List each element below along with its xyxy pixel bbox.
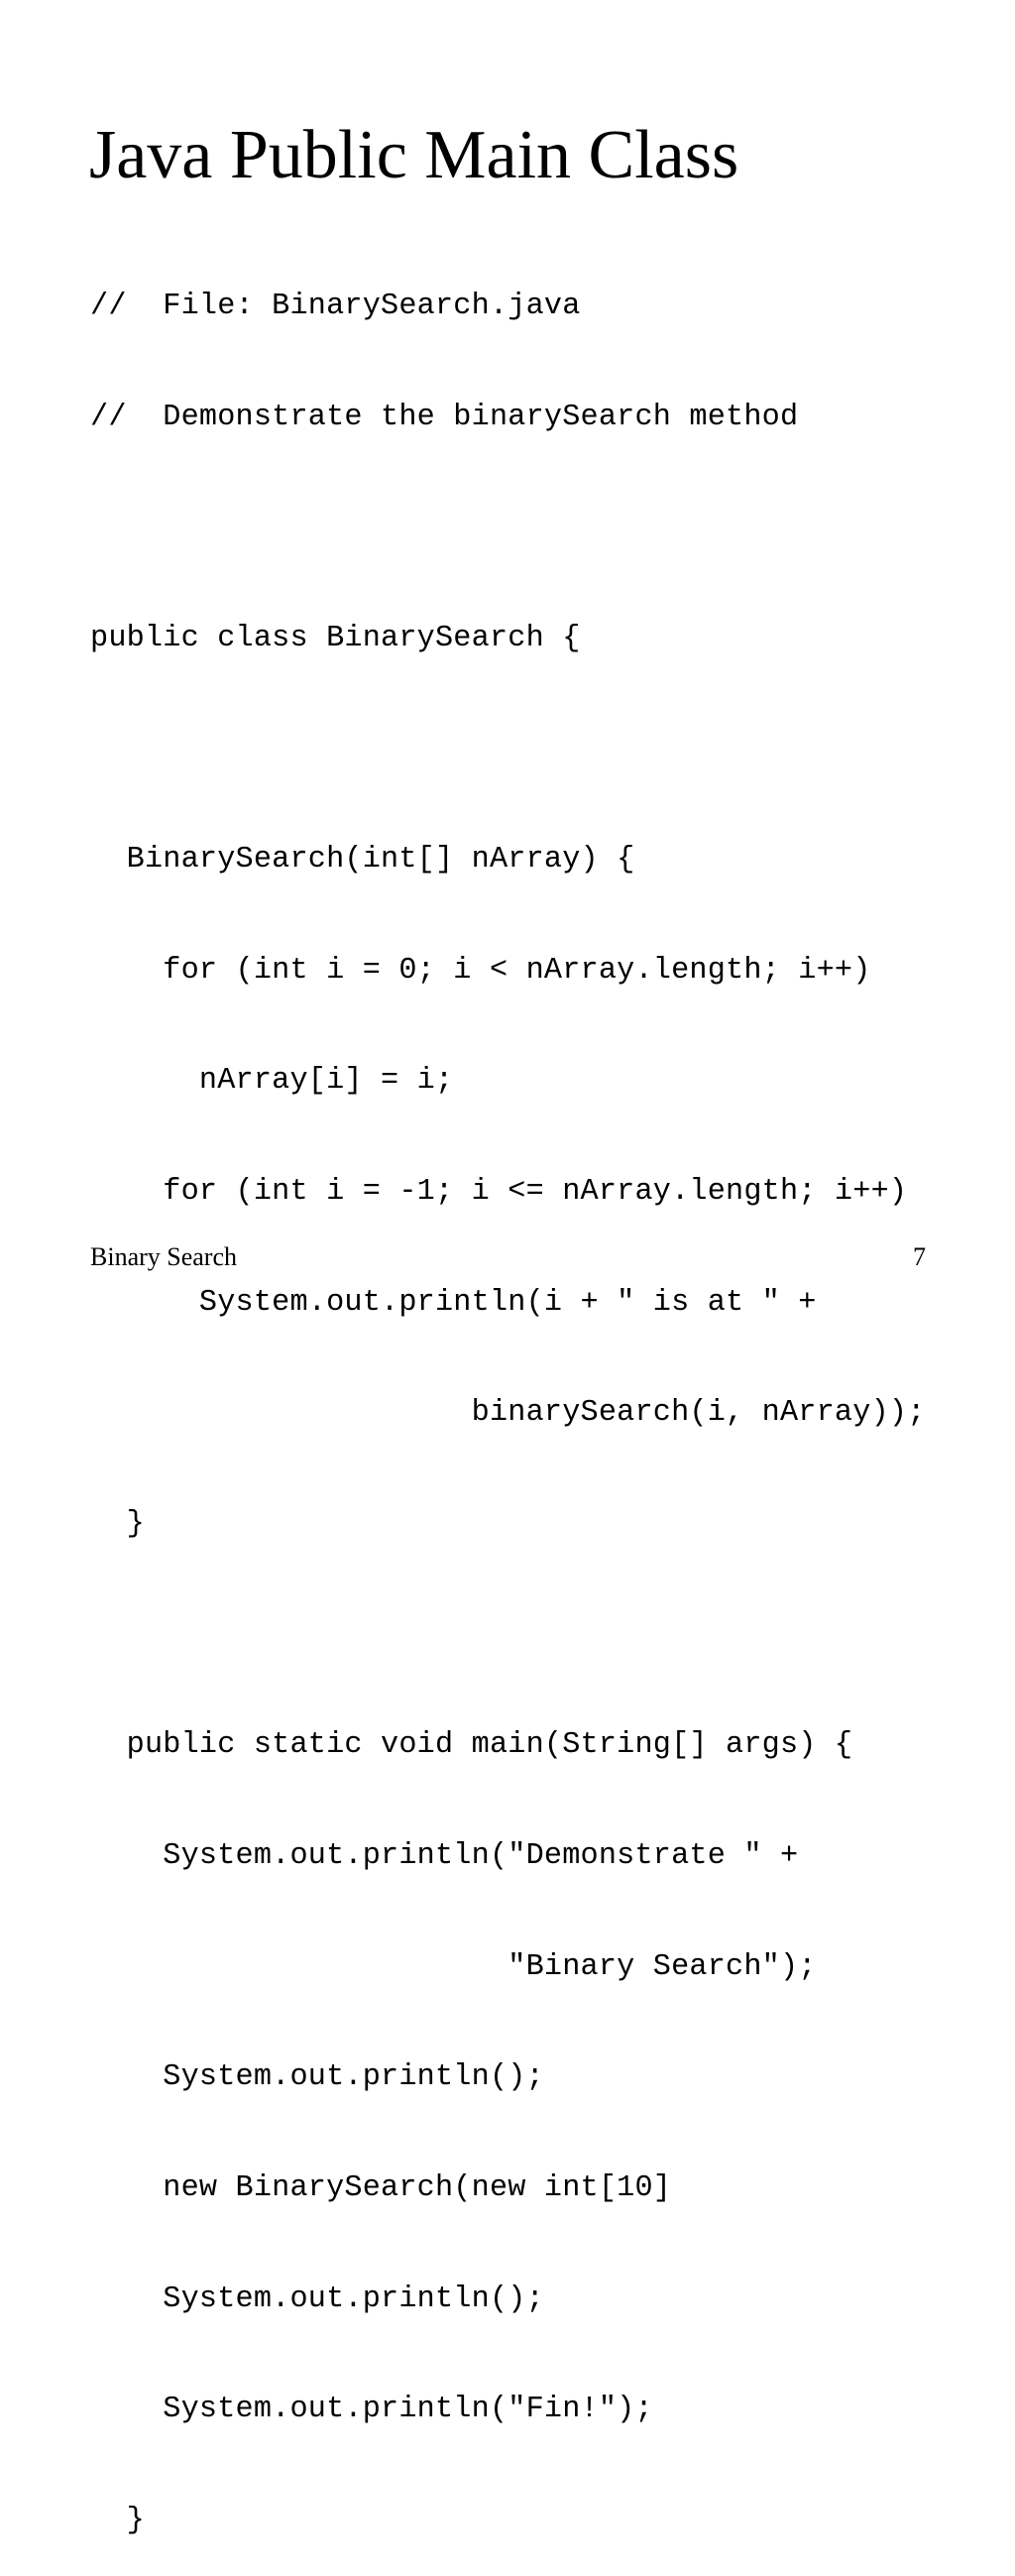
code-line: for (int i = -1; i <= nArray.length; i++) (90, 1175, 908, 1210)
code-line: for (int i = 0; i < nArray.length; i++) (90, 953, 871, 988)
code-line: nArray[i] = i; (90, 1064, 454, 1099)
code-line (90, 507, 926, 550)
code-line: System.out.println("Fin!"); (90, 2393, 653, 2427)
code-line (90, 729, 926, 772)
footer-label: Binary Search (90, 1242, 238, 1271)
code-line: new BinarySearch(new int[10] (90, 2170, 672, 2205)
code-line: // Demonstrate the binarySearch method (90, 400, 799, 434)
code-line: "Binary Search"); (90, 1949, 817, 1984)
code-line: binarySearch(i, nArray)); (90, 1396, 926, 1431)
code-line: // File: BinarySearch.java (90, 290, 581, 323)
page-number: 7 (913, 1242, 926, 1271)
code-line: } (90, 1507, 145, 1542)
code-line: public static void main(String[] args) { (90, 1728, 853, 1763)
code-line: System.out.println("Demonstrate " + (90, 1838, 799, 1873)
code-line: } (90, 2503, 145, 2537)
slide-title: Java Public Main Class (89, 117, 739, 193)
code-block (90, 218, 926, 2576)
code-line: System.out.println(i + " is at " + (90, 1285, 817, 1320)
code-line: public class BinarySearch { (90, 621, 581, 655)
code-line: System.out.println(); (90, 2060, 544, 2095)
code-line: BinarySearch(int[] nArray) { (90, 843, 635, 878)
code-line: System.out.println(); (90, 2282, 544, 2316)
code-line (90, 1614, 926, 1658)
